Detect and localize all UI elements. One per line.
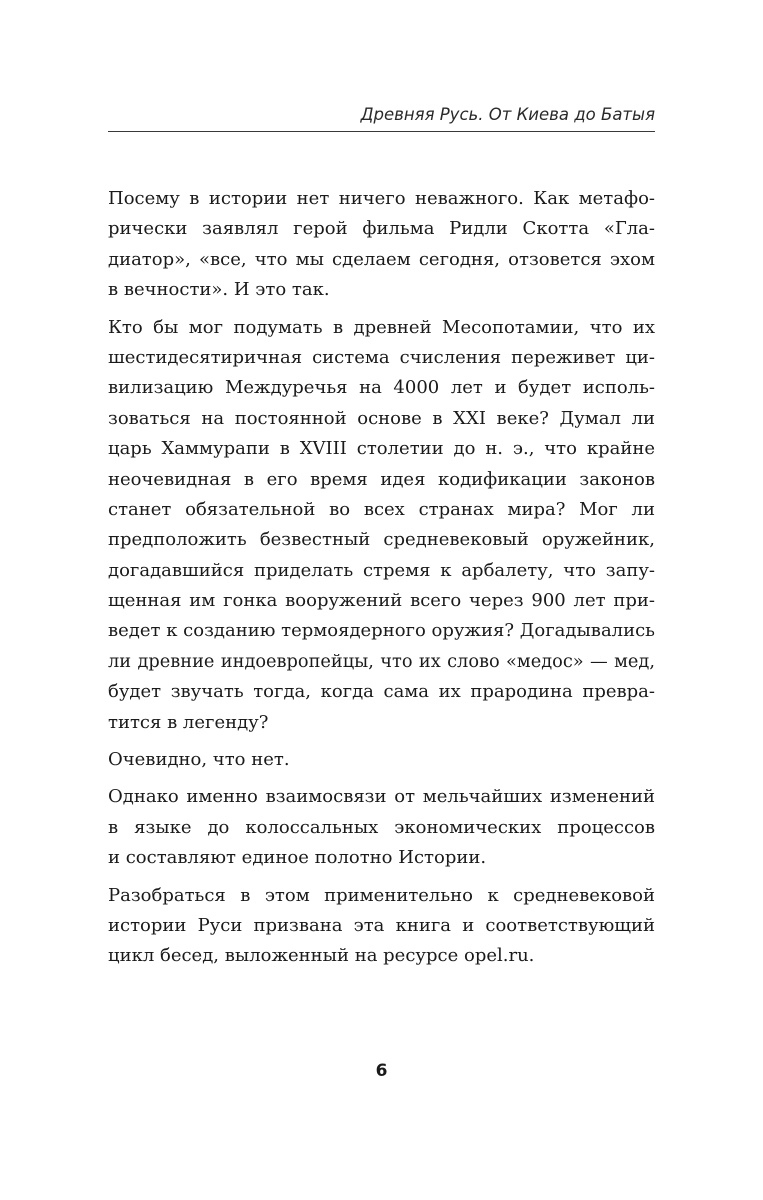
paragraph-1 xyxy=(108,184,655,306)
header-rule xyxy=(108,131,655,132)
text-line: Однако именно взаимосвязи от мельчайших изменений xyxy=(108,786,655,808)
text-line: догадавшийся приделать стремя к арбалету, что запу- xyxy=(108,559,655,581)
paragraph-2 xyxy=(108,313,655,738)
text-line: Разобраться в этом применительно к средневековой xyxy=(108,884,655,906)
page-number: 6 xyxy=(375,1061,388,1081)
text-line: царь Хаммурапи в XVIII столетии до н. э., что крайне xyxy=(108,438,655,460)
text-line: предположить безвестный средневековый оружейник, xyxy=(108,529,655,551)
body-text xyxy=(108,184,655,979)
text-line: рически заявлял герой фильма Ридли Скотта «Гла- xyxy=(108,218,655,240)
paragraph-3 xyxy=(108,745,655,775)
text-line: диатор», «все, что мы сделаем сегодня, отзовется эхом xyxy=(108,248,655,270)
text-line: Посему в истории нет ничего неважного. Как метафо- xyxy=(108,188,655,209)
text-line: вилизацию Междуречья на 4000 лет и будет исполь- xyxy=(108,377,655,399)
text-line: ли древние индоевропейцы, что их слово «медос» — мед, xyxy=(108,651,655,672)
text-line: станет обязательной во всех странах мира? Мог ли xyxy=(108,498,655,520)
text-line: зоваться на постоянной основе в XXI веке? Думал ли xyxy=(108,407,655,429)
text-line: тится в легенду? xyxy=(108,711,269,733)
text-line: цикл бесед, выложенный на ресурсе opel.ru. xyxy=(108,945,535,967)
running-head-title: Древняя Русь. От Киева до Батыя xyxy=(360,105,655,124)
text-line: в вечности». И это так. xyxy=(108,279,330,301)
text-line: Кто бы мог подумать в древней Месопотамии, что их xyxy=(108,316,655,338)
paragraph-4 xyxy=(108,782,655,873)
text-line: будет звучать тогда, когда сама их прародина превра- xyxy=(108,681,655,703)
text-line: шестидесятиричная система счисления переживет ци- xyxy=(108,346,655,368)
text-line: в языке до колоссальных экономических процессов xyxy=(108,816,655,838)
text-line: щенная им гонка вооружений всего через 900 лет при- xyxy=(108,590,655,612)
text-line: истории Руси призвана эта книга и соответствующий xyxy=(108,914,655,936)
text-line: ведет к созданию термоядерного оружия? Догадывались xyxy=(108,620,655,642)
text-line: Очевидно, что нет. xyxy=(108,749,290,771)
paragraph-5 xyxy=(108,881,655,972)
text-line: неочевидная в его время идея кодификации законов xyxy=(108,468,655,490)
text-line: и составляют единое полотно Истории. xyxy=(108,847,487,869)
